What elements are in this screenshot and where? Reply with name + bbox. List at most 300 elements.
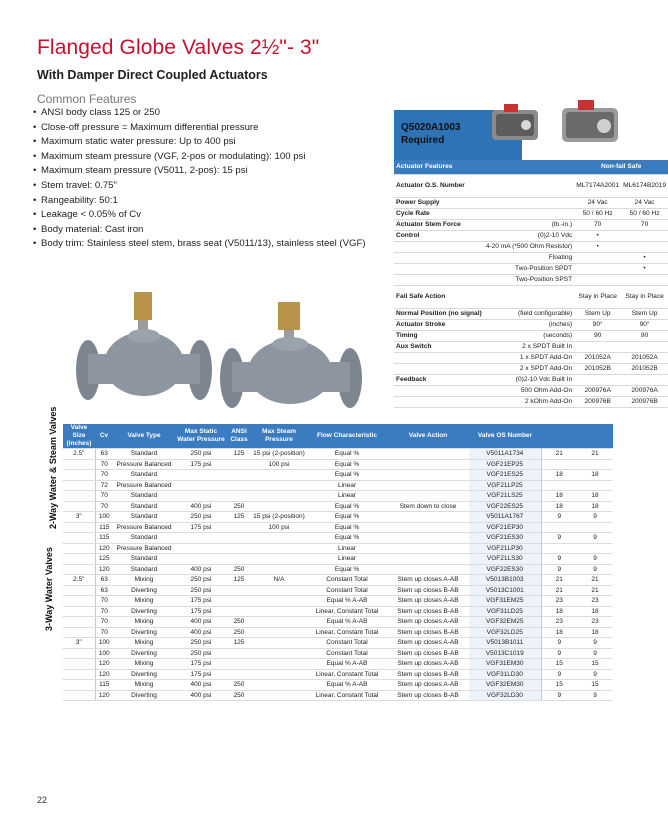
column-header: Valve Type <box>113 424 175 449</box>
actuator-row <box>394 331 668 342</box>
cell-type: Standard <box>113 491 175 502</box>
cell-steam: 100 psi <box>251 459 307 470</box>
cell-flow: Equal % <box>307 470 387 481</box>
cell-a <box>541 522 577 533</box>
table-row <box>63 480 613 491</box>
cell-cv: 70 <box>95 627 113 638</box>
cell-water <box>175 543 227 554</box>
actuator-row-value-a: 50 / 60 Hz <box>574 209 621 220</box>
group-label-3way <box>44 544 68 634</box>
cell-os: VGF32EM30 <box>469 680 541 691</box>
actuator-row-label <box>394 397 484 408</box>
cell-flow: Constant Total <box>307 648 387 659</box>
cell-steam <box>251 554 307 565</box>
actuator-row <box>394 275 668 286</box>
actuator-row-value-b: • <box>621 253 668 264</box>
table-row <box>63 659 613 670</box>
table-row <box>63 449 613 460</box>
feature-item: • Body material: Cast iron <box>33 223 373 238</box>
cell-a: 21 <box>541 575 577 586</box>
cell-type: Mixing <box>113 575 175 586</box>
cell-os: V5013B1003 <box>469 575 541 586</box>
actuator-row-label: Actuator Stem Force <box>394 220 484 231</box>
cell-steam <box>251 491 307 502</box>
feature-item: • Body trim: Stainless steel stem, brass seat (V5011/13), stainless steel (VGF) <box>33 237 373 252</box>
cell-b: 9 <box>577 554 613 565</box>
cell-ansi <box>227 554 251 565</box>
actuator-row-value-a <box>574 253 621 264</box>
actuator-row-sub <box>484 209 574 220</box>
cell-os: VGF31LD25 <box>469 606 541 617</box>
group-label-3way-text: 3-Way Water Valves <box>44 547 54 631</box>
stem-down-label: Stem down to close <box>387 501 469 512</box>
cell-flow: Linear <box>307 491 387 502</box>
actuator-row-label <box>394 275 484 286</box>
actuator-row <box>394 253 668 264</box>
feature-item: • Leakage < 0.05% of Cv <box>33 208 373 223</box>
cell-os: VGF31LD30 <box>469 669 541 680</box>
cell-action: Stem up closes A-AB <box>387 575 469 586</box>
cell-type: Mixing <box>113 659 175 670</box>
cell-ansi <box>227 606 251 617</box>
actuator-row-value-a: 200976A <box>574 386 621 397</box>
cell-water: 400 psi <box>175 564 227 575</box>
cell-water: 175 psi <box>175 459 227 470</box>
cell-a <box>541 459 577 470</box>
column-header: Max Steam Pressure <box>251 424 307 449</box>
cell-cv: 70 <box>95 606 113 617</box>
cell-ansi: 250 <box>227 680 251 691</box>
cell-ansi <box>227 491 251 502</box>
cell-flow: Linear <box>307 554 387 565</box>
cell-flow: Equal % A-AB <box>307 680 387 691</box>
cell-os: VGF31EM25 <box>469 596 541 607</box>
actuator-row-value-a: • <box>574 231 621 242</box>
actuator-row-label <box>394 386 484 397</box>
cell-type: Diverting <box>113 585 175 596</box>
actuator-row-value-b: 90 <box>621 331 668 342</box>
cell-cv: 63 <box>95 575 113 586</box>
actuator-image-2 <box>558 98 626 154</box>
group-label-2way <box>48 406 72 529</box>
actuator-row-sub: (0)2-10 Vdc Built In <box>484 375 574 386</box>
cell-cv: 70 <box>95 501 113 512</box>
actuator-row-label: Power Supply <box>394 198 484 209</box>
column-header <box>541 424 577 449</box>
cell-steam <box>251 617 307 628</box>
cell-steam <box>251 585 307 596</box>
actuator-row-sub: 500 Ohm Add-On <box>484 386 574 397</box>
cell-cv: 120 <box>95 659 113 670</box>
cell-flow: Linear, Constant Total <box>307 690 387 701</box>
cell-ansi <box>227 543 251 554</box>
cell-steam <box>251 596 307 607</box>
cell-type: Diverting <box>113 669 175 680</box>
cell-type: Standard <box>113 533 175 544</box>
cell-cv: 63 <box>95 449 113 460</box>
cell-b <box>577 480 613 491</box>
cell-cv: 115 <box>95 522 113 533</box>
actuator-row-value-b: 201052B <box>621 364 668 375</box>
cell-cv: 125 <box>95 554 113 565</box>
actuator-row-label <box>394 364 484 375</box>
cell-b: 18 <box>577 470 613 481</box>
cell-water: 400 psi <box>175 680 227 691</box>
cell-ansi <box>227 585 251 596</box>
actuator-row-value-a: 90° <box>574 320 621 331</box>
actuator-row-sub: (lb.-in.) <box>484 220 574 231</box>
column-header: Flow Characteristic <box>307 424 387 449</box>
cell-a: 21 <box>541 449 577 460</box>
actuator-row-sub: Two-Position SPST <box>484 275 574 286</box>
cell-flow: Equal % A-AB <box>307 617 387 628</box>
cell-cv: 70 <box>95 470 113 481</box>
cell-action: Stem up closes A-AB <box>387 680 469 691</box>
cell-steam <box>251 606 307 617</box>
cell-flow: Constant Total <box>307 585 387 596</box>
cell-steam <box>251 564 307 575</box>
cell-action: Stem up closes A-AB <box>387 659 469 670</box>
actuator-row-label: Cycle Rate <box>394 209 484 220</box>
actuator-row-value-a: 200976B <box>574 397 621 408</box>
globe-valve-image-2 <box>218 300 364 416</box>
cell-action <box>387 522 469 533</box>
actuator-row-value-a: • <box>574 242 621 253</box>
cell-a: 9 <box>541 564 577 575</box>
actuator-row <box>394 386 668 397</box>
cell-a: 18 <box>541 470 577 481</box>
feature-item: • Close-off pressure = Maximum differential pressure <box>33 121 373 136</box>
actuator-row-value-a: 70 <box>574 220 621 231</box>
table-row <box>63 533 613 544</box>
actuator-row-value-a: 90 <box>574 331 621 342</box>
actuator-image-1 <box>486 100 546 148</box>
cell-water <box>175 533 227 544</box>
cell-type: Pressure Balanced <box>113 480 175 491</box>
cell-cv: 63 <box>95 585 113 596</box>
cell-water <box>175 470 227 481</box>
features-list <box>33 106 373 252</box>
cell-os: VGF21ES25 <box>469 470 541 481</box>
actuator-row-sub: (0)2-10 Vdc <box>484 231 574 242</box>
actuator-row-sub: (inches) <box>484 320 574 331</box>
table-row <box>63 669 613 680</box>
actuator-row-value-b: ML6174B2019 <box>621 175 668 198</box>
cell-b <box>577 543 613 554</box>
feature-item: • Rangeability: 50:1 <box>33 194 373 209</box>
cell-flow: Equal % A-AB <box>307 659 387 670</box>
cell-water: 400 psi <box>175 617 227 628</box>
cell-action <box>387 543 469 554</box>
cell-os: VGF21ES30 <box>469 533 541 544</box>
cell-steam <box>251 680 307 691</box>
cell-os: VGF32LD30 <box>469 690 541 701</box>
cell-ansi <box>227 480 251 491</box>
actuator-row <box>394 175 668 198</box>
table-row <box>63 491 613 502</box>
cell-steam <box>251 533 307 544</box>
cell-size <box>63 648 95 659</box>
actuator-row-label: Normal Position (no signal) <box>394 309 484 320</box>
cell-b: 18 <box>577 491 613 502</box>
cell-os: VGF32EM25 <box>469 617 541 628</box>
actuator-row-label <box>394 242 484 253</box>
cell-a: 23 <box>541 596 577 607</box>
cell-cv: 70 <box>95 617 113 628</box>
actuator-model-number: Q5020A1003 <box>401 122 461 133</box>
actuator-row-label: Actuator O.S. Number <box>394 175 484 198</box>
cell-flow: Equal % <box>307 564 387 575</box>
cell-b: 21 <box>577 449 613 460</box>
page-title: Flanged Globe Valves 2½"- 3" <box>37 36 320 59</box>
cell-water: 175 psi <box>175 669 227 680</box>
cell-ansi: 250 <box>227 617 251 628</box>
cell-a: 9 <box>541 533 577 544</box>
cell-a: 18 <box>541 501 577 512</box>
cell-os: VGF21LP30 <box>469 543 541 554</box>
cell-b: 21 <box>577 575 613 586</box>
actuator-header-left: Actuator Features <box>394 160 574 175</box>
cell-b: 15 <box>577 680 613 691</box>
cell-size: 2.5" <box>63 575 95 586</box>
table-row <box>63 501 613 512</box>
actuator-row-sub: 2 kOhm Add-On <box>484 397 574 408</box>
cell-ansi <box>227 669 251 680</box>
cell-action: Stem up closes A-AB <box>387 596 469 607</box>
actuator-row-sub: Two-Position SPDT <box>484 264 574 275</box>
actuator-row-value-b <box>621 375 668 386</box>
actuator-row-value-b <box>621 275 668 286</box>
cell-size <box>63 533 95 544</box>
actuator-row-value-a <box>574 342 621 353</box>
cell-ansi <box>227 659 251 670</box>
cell-flow: Linear, Constant Total <box>307 669 387 680</box>
table-row <box>63 617 613 628</box>
actuator-row-value-b <box>621 231 668 242</box>
feature-item: • Stem travel: 0.75" <box>33 179 373 194</box>
column-header: Cv <box>95 424 113 449</box>
cell-ansi: 125 <box>227 575 251 586</box>
cell-type: Standard <box>113 470 175 481</box>
page-subtitle: With Damper Direct Coupled Actuators <box>37 68 268 82</box>
cell-cv: 115 <box>95 533 113 544</box>
table-row <box>63 606 613 617</box>
actuator-row <box>394 264 668 275</box>
table-row <box>63 575 613 586</box>
actuator-row-label <box>394 353 484 364</box>
cell-os: V5013C1019 <box>469 648 541 659</box>
actuator-row-value-b: Stem Up <box>621 309 668 320</box>
cell-os: V5013B1011 <box>469 638 541 649</box>
cell-cv: 100 <box>95 512 113 523</box>
actuator-row-value-a <box>574 375 621 386</box>
cell-os: V5011A1734 <box>469 449 541 460</box>
cell-ansi: 125 <box>227 638 251 649</box>
table-row <box>63 680 613 691</box>
table-row <box>63 648 613 659</box>
cell-b: 18 <box>577 627 613 638</box>
cell-a: 9 <box>541 669 577 680</box>
cell-steam <box>251 648 307 659</box>
cell-flow: Equal % <box>307 522 387 533</box>
cell-b: 9 <box>577 512 613 523</box>
actuator-row-sub: 1 x SPDT Add-On <box>484 353 574 364</box>
actuator-row-value-a <box>574 275 621 286</box>
cell-flow: Equal % A-AB <box>307 596 387 607</box>
actuator-row-label: Aux Switch <box>394 342 484 353</box>
group-label-2way-text: 2-Way Water & Steam Valves <box>48 406 58 529</box>
actuator-row-sub: 2 x SPDT Built In <box>484 342 574 353</box>
cell-type: Pressure Balanced <box>113 522 175 533</box>
cell-steam <box>251 659 307 670</box>
actuator-row-value-a: 24 Vac <box>574 198 621 209</box>
actuator-row-value-b: 24 Vac <box>621 198 668 209</box>
actuator-row-label: Feedback <box>394 375 484 386</box>
cell-a: 18 <box>541 491 577 502</box>
cell-type: Diverting <box>113 606 175 617</box>
cell-action <box>387 533 469 544</box>
cell-size <box>63 669 95 680</box>
cell-action: Stem up closes B-AB <box>387 648 469 659</box>
cell-size: 2.5" <box>63 449 95 460</box>
actuator-row-value-a: ML7174A2001 <box>574 175 621 198</box>
cell-action: Stem up closes B-AB <box>387 585 469 596</box>
cell-action <box>387 564 469 575</box>
actuator-row-value-b: 200976A <box>621 386 668 397</box>
actuator-row <box>394 242 668 253</box>
globe-valve-image-1 <box>74 290 214 410</box>
actuator-row-value-a: Stem Up <box>574 309 621 320</box>
cell-action <box>387 459 469 470</box>
cell-os: VGF31EM30 <box>469 659 541 670</box>
cell-action <box>387 512 469 523</box>
actuator-row-sub: 2 x SPDT Add-On <box>484 364 574 375</box>
cell-flow: Linear <box>307 543 387 554</box>
table-row <box>63 564 613 575</box>
cell-b: 18 <box>577 606 613 617</box>
cell-b: 23 <box>577 617 613 628</box>
cell-a: 18 <box>541 627 577 638</box>
cell-a: 9 <box>541 648 577 659</box>
cell-a: 23 <box>541 617 577 628</box>
table-row <box>63 522 613 533</box>
cell-flow: Linear, Constant Total <box>307 606 387 617</box>
feature-item: • Maximum static water pressure: Up to 400 psi <box>33 135 373 150</box>
cell-type: Mixing <box>113 617 175 628</box>
cell-cv: 120 <box>95 690 113 701</box>
table-row <box>63 543 613 554</box>
cell-os: VGF21EP25 <box>469 459 541 470</box>
cell-water: 250 psi <box>175 449 227 460</box>
actuator-row <box>394 198 668 209</box>
cell-water: 175 psi <box>175 596 227 607</box>
actuator-row-value-a: Stay in Place <box>574 286 621 309</box>
cell-flow: Equal % <box>307 449 387 460</box>
cell-type: Standard <box>113 512 175 523</box>
table-row <box>63 512 613 523</box>
cell-ansi: 125 <box>227 449 251 460</box>
actuator-row-value-b: 50 / 60 Hz <box>621 209 668 220</box>
cell-steam: 15 psi (2-position) <box>251 449 307 460</box>
cell-ansi: 125 <box>227 512 251 523</box>
actuator-row-sub <box>484 286 574 309</box>
cell-action <box>387 470 469 481</box>
cell-flow: Equal % <box>307 501 387 512</box>
actuator-row-label: Actuator Stroke <box>394 320 484 331</box>
cell-ansi: 250 <box>227 501 251 512</box>
actuator-row-sub: (seconds) <box>484 331 574 342</box>
column-header <box>577 424 613 449</box>
cell-steam: 15 psi (2-position) <box>251 512 307 523</box>
cell-b <box>577 459 613 470</box>
cell-a: 9 <box>541 638 577 649</box>
actuator-row-value-b <box>621 242 668 253</box>
cell-b: 18 <box>577 501 613 512</box>
cell-water <box>175 491 227 502</box>
cell-b <box>577 522 613 533</box>
cell-water: 250 psi <box>175 638 227 649</box>
cell-b: 9 <box>577 533 613 544</box>
cell-a: 15 <box>541 680 577 691</box>
cell-action <box>387 480 469 491</box>
cell-ansi <box>227 470 251 481</box>
feature-item: • Maximum steam pressure (VGF, 2-pos or modulating): 100 psi <box>33 150 373 165</box>
cell-a: 21 <box>541 585 577 596</box>
actuator-row <box>394 309 668 320</box>
cell-ansi: 250 <box>227 627 251 638</box>
cell-a: 9 <box>541 512 577 523</box>
cell-type: Diverting <box>113 648 175 659</box>
cell-ansi <box>227 533 251 544</box>
actuator-row-label: Timing <box>394 331 484 342</box>
cell-action: Stem up closes B-AB <box>387 690 469 701</box>
cell-b: 9 <box>577 638 613 649</box>
cell-water: 400 psi <box>175 690 227 701</box>
actuator-row-sub: (field configurable) <box>484 309 574 320</box>
actuator-row-value-a <box>574 264 621 275</box>
actuator-row-value-b: 201052A <box>621 353 668 364</box>
cell-water <box>175 554 227 565</box>
cell-cv: 100 <box>95 648 113 659</box>
table-row <box>63 585 613 596</box>
cell-type: Standard <box>113 564 175 575</box>
cell-water <box>175 480 227 491</box>
cell-size: 3" <box>63 512 95 523</box>
actuator-model-label <box>401 121 461 147</box>
table-row <box>63 690 613 701</box>
actuator-row <box>394 364 668 375</box>
column-header: Valve Action <box>387 424 469 449</box>
actuator-row-sub: 4-20 mA (*500 Ohm Resistor) <box>484 242 574 253</box>
cell-os: V5013C1001 <box>469 585 541 596</box>
cell-b: 9 <box>577 648 613 659</box>
cell-cv: 120 <box>95 669 113 680</box>
column-header: Max Static Water Pressure <box>175 424 227 449</box>
cell-ansi: 250 <box>227 690 251 701</box>
cell-flow: Equal % <box>307 459 387 470</box>
cell-steam <box>251 638 307 649</box>
feature-item: • Maximum steam pressure (V5011, 2-pos): 15 psi <box>33 164 373 179</box>
cell-os: VGF22ES30 <box>469 564 541 575</box>
cell-flow: Equal % <box>307 533 387 544</box>
cell-a <box>541 543 577 554</box>
cell-size: 3" <box>63 638 95 649</box>
cell-water: 175 psi <box>175 659 227 670</box>
cell-a <box>541 480 577 491</box>
cell-type: Diverting <box>113 627 175 638</box>
table-row <box>63 459 613 470</box>
common-features-heading: Common Features <box>37 92 137 106</box>
